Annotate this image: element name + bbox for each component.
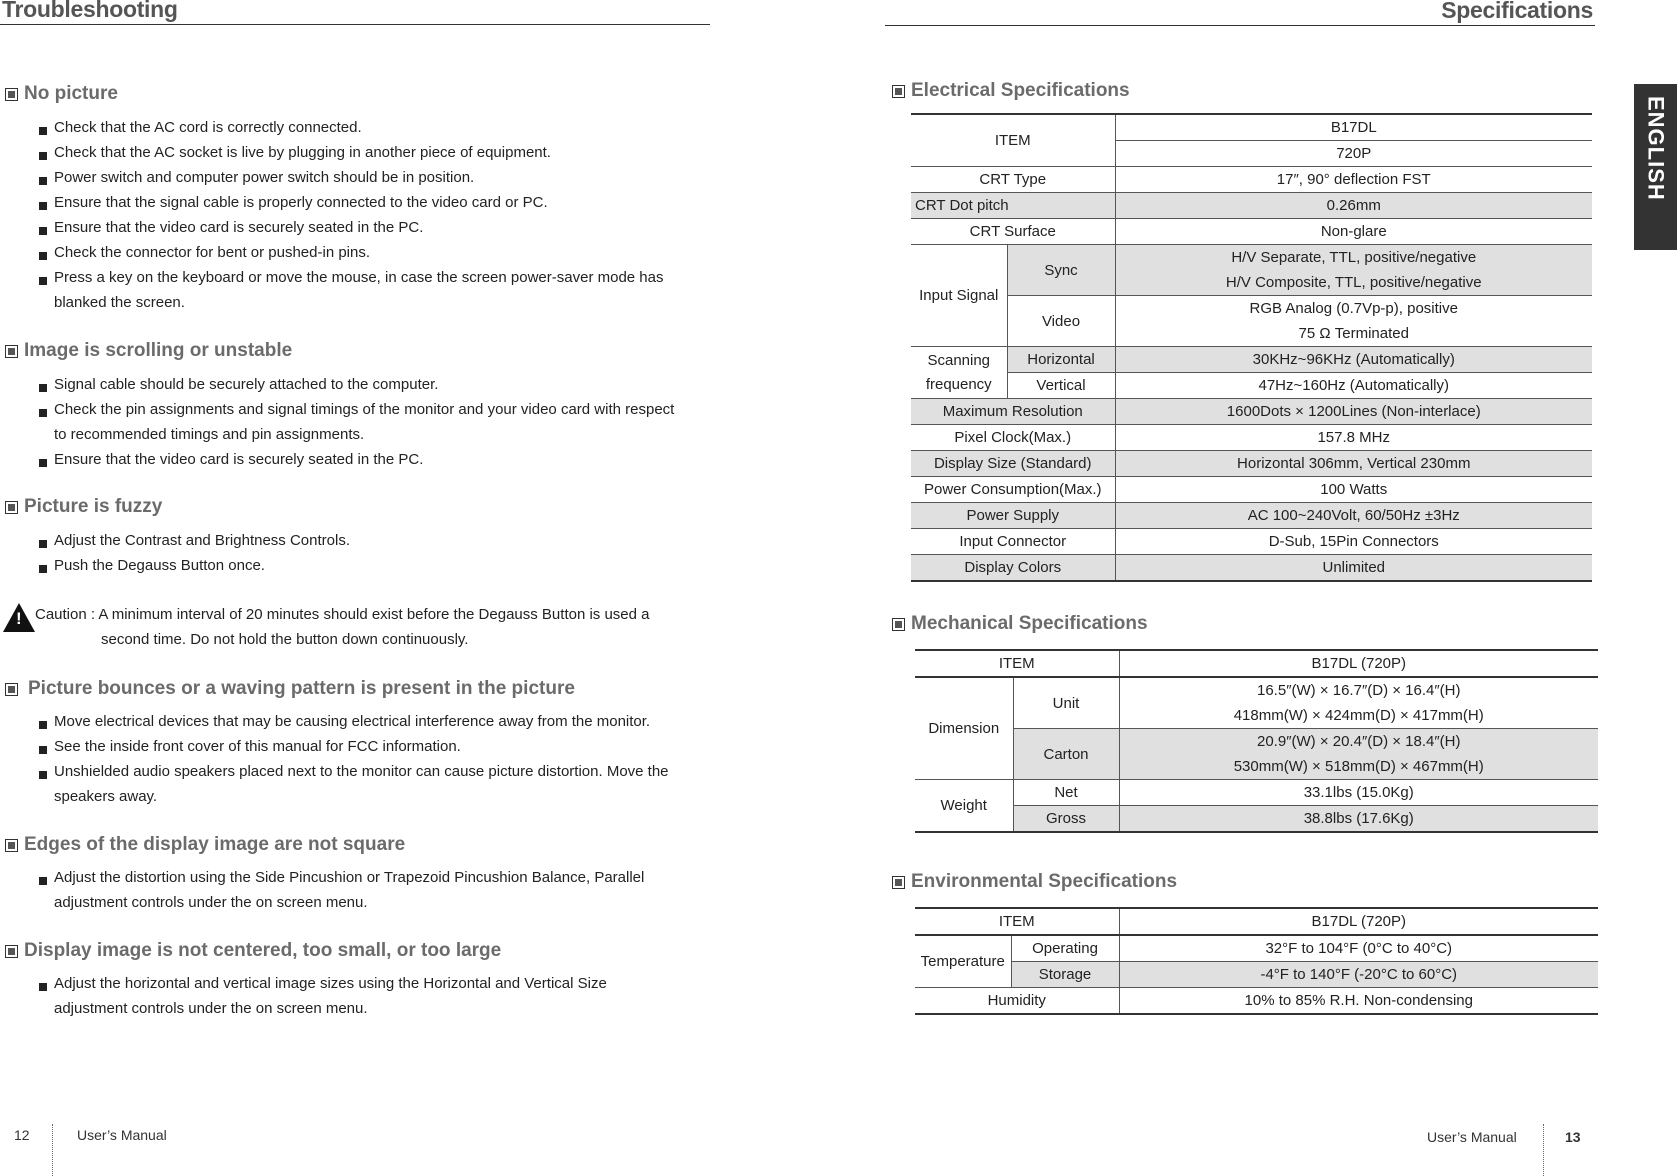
- square-bullet-icon: [892, 876, 905, 889]
- list-item: Adjust the distortion using the Side Pincushion or Trapezoid Pincushion Balance, Parallel adjustment controls under the on screen menu.: [39, 865, 679, 915]
- spec-label: Display Size (Standard): [911, 451, 1115, 477]
- page-number: 12: [14, 1127, 30, 1143]
- spec-label: Humidity: [915, 988, 1119, 1015]
- spec-value: RGB Analog (0.7Vp-p), positive: [1115, 296, 1592, 322]
- centered-list: [39, 971, 659, 1021]
- spec-value: 100 Watts: [1115, 477, 1592, 503]
- edges-list: [39, 865, 679, 915]
- spec-value: -4°F to 140°F (-20°C to 60°C): [1119, 962, 1598, 988]
- footer-divider: [1543, 1124, 1544, 1176]
- spec-value: 38.8lbs (17.6Kg): [1119, 806, 1598, 833]
- sync-label: Sync: [1007, 245, 1115, 296]
- list-item: Check that the AC cord is correctly connected.: [39, 115, 709, 140]
- language-tab: ENGLISH: [1634, 84, 1677, 250]
- section-scrolling: [5, 340, 292, 362]
- footer-label: User’s Manual: [1427, 1129, 1517, 1145]
- section-centered: [5, 940, 501, 962]
- spec-value: D-Sub, 15Pin Connectors: [1115, 529, 1592, 555]
- list-item: Adjust the horizontal and vertical image sizes using the Horizontal and Vertical Size adjustment controls under the on screen menu.: [39, 971, 659, 1021]
- spec-label: Vertical: [1007, 373, 1115, 399]
- section-title: Picture bounces or a waving pattern is present in the picture: [28, 678, 575, 699]
- spec-value: 17″, 90° deflection FST: [1115, 167, 1592, 193]
- footer-divider: [52, 1124, 53, 1176]
- square-bullet-icon: [892, 85, 905, 98]
- spec-value: 32°F to 104°F (0°C to 40°C): [1119, 935, 1598, 962]
- model-header: B17DL (720P): [1119, 650, 1598, 677]
- electrical-spec-table: [911, 113, 1592, 582]
- spec-label: Input Connector: [911, 529, 1115, 555]
- spec-label: Storage: [1011, 962, 1119, 988]
- spec-value: 530mm(W) × 518mm(D) × 467mm(H): [1119, 754, 1598, 780]
- list-item: Check the pin assignments and signal timings of the monitor and your video card with respect to recommended timings and pin assignments.: [39, 397, 679, 447]
- spec-value: Non-glare: [1115, 219, 1592, 245]
- header-rule: [885, 25, 1595, 26]
- spec-label: Net: [1013, 780, 1119, 806]
- section-title: Picture is fuzzy: [24, 496, 163, 517]
- square-bullet-icon: [5, 945, 18, 958]
- spec-value: 30KHz~96KHz (Automatically): [1115, 347, 1592, 373]
- list-item: Ensure that the video card is securely seated in the PC.: [39, 447, 679, 472]
- scrolling-list: [39, 372, 679, 472]
- spec-label: Power Consumption(Max.): [911, 477, 1115, 503]
- square-bullet-icon: [5, 501, 18, 514]
- fuzzy-list: [39, 528, 679, 578]
- square-bullet-icon: [5, 839, 18, 852]
- caution-line-2: second time. Do not hold the button down continuously.: [101, 631, 469, 648]
- caution-line-1: Caution : A minimum interval of 20 minutes should exist before the Degauss Button is used a: [35, 606, 650, 623]
- spec-value: 47Hz~160Hz (Automatically): [1115, 373, 1592, 399]
- section-title: Mechanical Specifications: [911, 613, 1148, 634]
- section-environmental: [892, 871, 1177, 893]
- list-item: Ensure that the video card is securely seated in the PC.: [39, 215, 709, 240]
- temperature-label: Temperature: [915, 935, 1011, 988]
- section-title: Image is scrolling or unstable: [24, 340, 293, 361]
- section-title: Environmental Specifications: [911, 871, 1178, 892]
- list-item: Unshielded audio speakers placed next to the monitor can cause picture distortion. Move the speakers away.: [39, 759, 684, 809]
- environmental-spec-table: [915, 907, 1598, 1015]
- spec-value: 1600Dots × 1200Lines (Non-interlace): [1115, 399, 1592, 425]
- spec-value: 33.1lbs (15.0Kg): [1119, 780, 1598, 806]
- spec-value: 157.8 MHz: [1115, 425, 1592, 451]
- footer-label: User’s Manual: [77, 1127, 167, 1143]
- list-item: Push the Degauss Button once.: [39, 553, 679, 578]
- section-edges: [5, 834, 405, 856]
- item-header: ITEM: [915, 650, 1119, 677]
- list-item: Adjust the Contrast and Brightness Controls.: [39, 528, 679, 553]
- square-bullet-icon: [5, 88, 18, 101]
- page-number: 13: [1565, 1129, 1581, 1145]
- header-rule: [0, 24, 710, 25]
- no-picture-list: [39, 115, 709, 315]
- warning-icon: !: [3, 603, 35, 632]
- list-item: Check the connector for bent or pushed-in pins.: [39, 240, 709, 265]
- page-title-specifications: Specifications: [1441, 0, 1593, 23]
- list-item: Move electrical devices that may be causing electrical interference away from the monitor.: [39, 709, 699, 734]
- spec-value: H/V Composite, TTL, positive/negative: [1115, 270, 1592, 296]
- carton-label: Carton: [1013, 729, 1119, 780]
- square-bullet-icon: [892, 618, 905, 631]
- video-label: Video: [1007, 296, 1115, 347]
- spec-label: Display Colors: [911, 555, 1115, 582]
- section-title: Display image is not centered, too small, or too large: [24, 940, 502, 961]
- weight-label: Weight: [915, 780, 1013, 833]
- square-bullet-icon: [5, 683, 18, 696]
- spec-value: 10% to 85% R.H. Non-condensing: [1119, 988, 1598, 1015]
- spec-label: Pixel Clock(Max.): [911, 425, 1115, 451]
- input-signal-label: Input Signal: [911, 245, 1007, 347]
- spec-value: 20.9″(W) × 20.4″(D) × 18.4″(H): [1119, 729, 1598, 755]
- spec-label: CRT Surface: [911, 219, 1115, 245]
- spec-label: Power Supply: [911, 503, 1115, 529]
- dimension-label: Dimension: [915, 677, 1013, 780]
- unit-label: Unit: [1013, 677, 1119, 729]
- spec-value: H/V Separate, TTL, positive/negative: [1115, 245, 1592, 271]
- section-no-picture: [5, 83, 118, 105]
- spec-label: Maximum Resolution: [911, 399, 1115, 425]
- section-fuzzy: [5, 496, 162, 518]
- list-item: Check that the AC socket is live by plugging in another piece of equipment.: [39, 140, 709, 165]
- section-mechanical: [892, 613, 1148, 635]
- list-item: Ensure that the signal cable is properly connected to the video card or PC.: [39, 190, 709, 215]
- list-item: Press a key on the keyboard or move the mouse, in case the screen power-saver mode has blanked the screen.: [39, 265, 709, 315]
- bounces-list: [39, 709, 699, 809]
- page-title-troubleshooting: Troubleshooting: [2, 0, 178, 22]
- item-header: ITEM: [911, 114, 1115, 167]
- spec-label: Horizontal: [1007, 347, 1115, 373]
- spec-value: Horizontal 306mm, Vertical 230mm: [1115, 451, 1592, 477]
- spec-label: CRT Dot pitch: [911, 193, 1115, 219]
- model-header: B17DL (720P): [1119, 908, 1598, 935]
- spec-label: Operating: [1011, 935, 1119, 962]
- list-item: Signal cable should be securely attached to the computer.: [39, 372, 679, 397]
- spec-value: AC 100~240Volt, 60/50Hz ±3Hz: [1115, 503, 1592, 529]
- spec-value: 16.5″(W) × 16.7″(D) × 16.4″(H): [1119, 677, 1598, 703]
- spec-value: 418mm(W) × 424mm(D) × 417mm(H): [1119, 703, 1598, 729]
- section-title: Electrical Specifications: [911, 80, 1130, 101]
- section-title: No picture: [24, 83, 118, 104]
- model-header: B17DL: [1115, 114, 1592, 141]
- scanning-label: Scanning frequency: [911, 347, 1007, 399]
- section-title: Edges of the display image are not square: [24, 834, 406, 855]
- square-bullet-icon: [5, 345, 18, 358]
- spec-value: 75 Ω Terminated: [1115, 321, 1592, 347]
- section-bounces: [5, 678, 575, 700]
- variant-header: 720P: [1115, 141, 1592, 167]
- list-item: See the inside front cover of this manual for FCC information.: [39, 734, 699, 759]
- item-header: ITEM: [915, 908, 1119, 935]
- spec-value: 0.26mm: [1115, 193, 1592, 219]
- list-item: Power switch and computer power switch should be in position.: [39, 165, 709, 190]
- spec-value: Unlimited: [1115, 555, 1592, 582]
- mechanical-spec-table: [915, 649, 1598, 833]
- section-electrical: [892, 80, 1130, 102]
- spec-label: CRT Type: [911, 167, 1115, 193]
- spec-label: Gross: [1013, 806, 1119, 833]
